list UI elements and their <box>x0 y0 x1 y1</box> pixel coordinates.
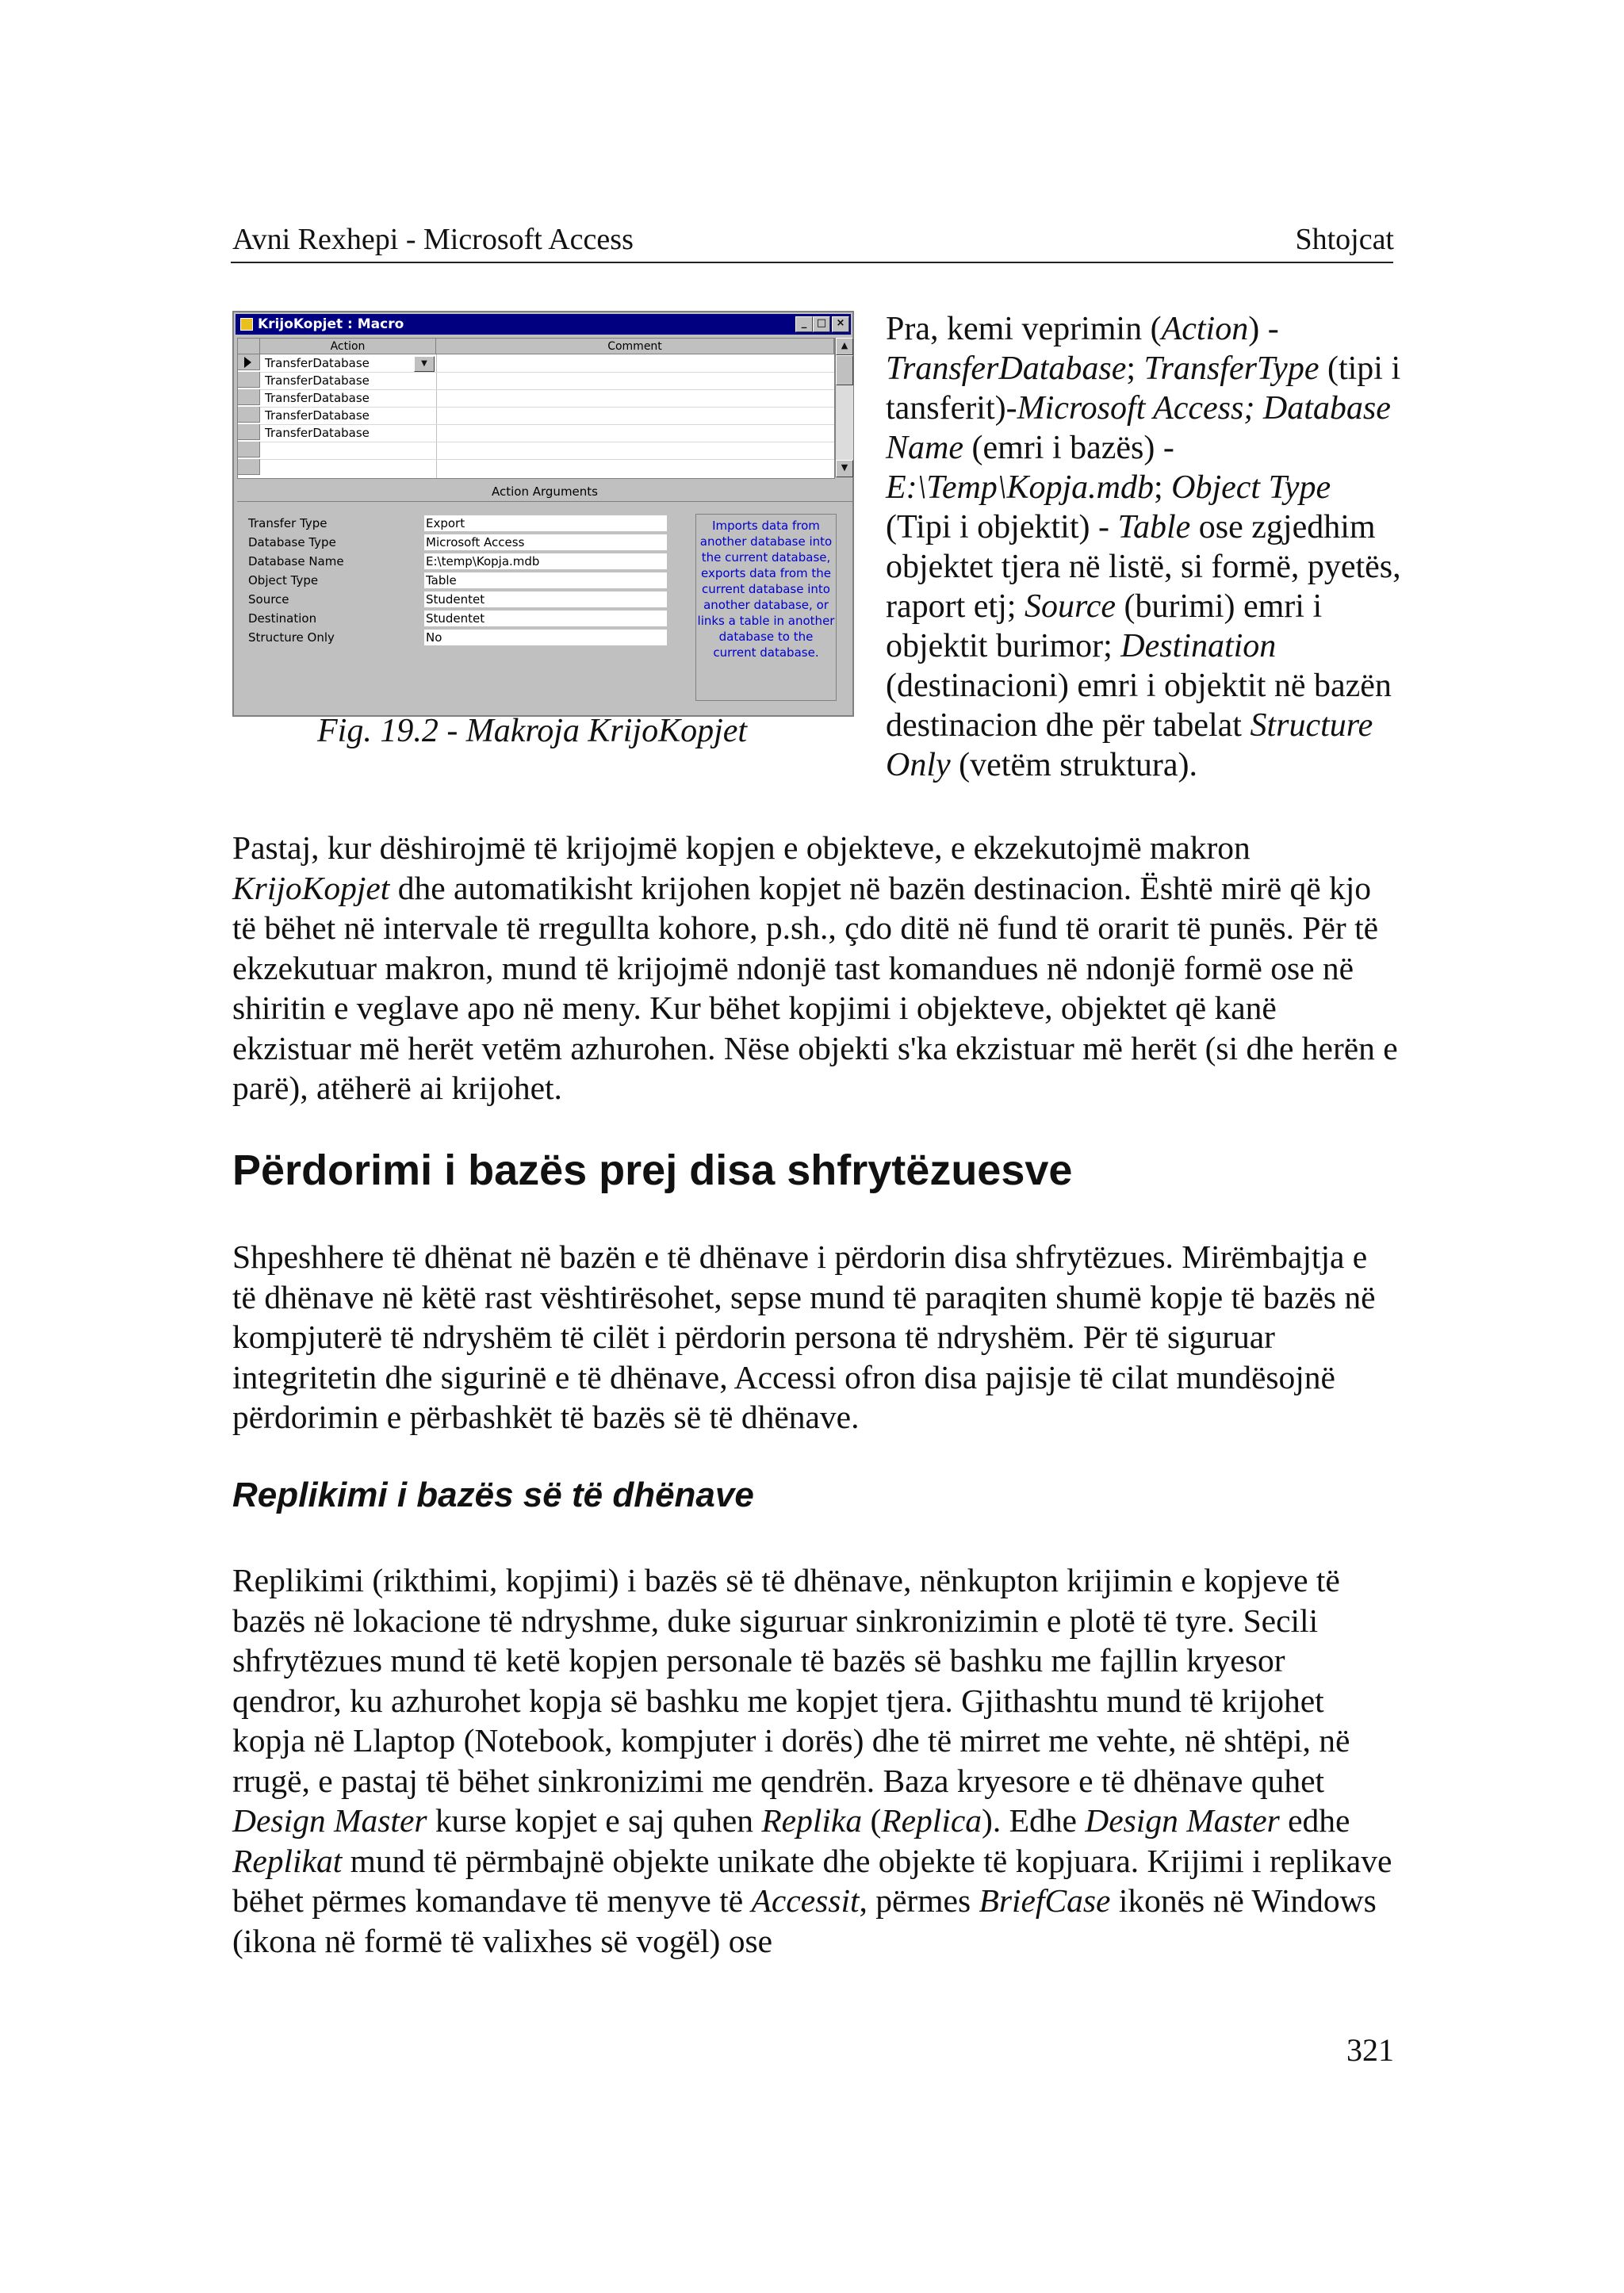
argument-help-box: Imports data from another database into the current database, exports data from the current database into another database, or links a table in another database to the current database. <box>695 514 837 701</box>
arg-label-database-name: Database Name <box>248 554 344 568</box>
action-dropdown-button[interactable]: ▼ <box>414 356 435 372</box>
scroll-thumb[interactable] <box>836 355 853 385</box>
arg-value-source[interactable]: Studentet <box>424 591 667 608</box>
arg-label-object-type: Object Type <box>248 573 319 588</box>
text-run: , përmes <box>859 1882 979 1919</box>
text-run-italic: Replica <box>881 1802 982 1839</box>
text-run: (Tipi i objektit) - <box>886 509 1118 545</box>
text-run: ikonës në Windows (ikona në formë të valixhes së vogël) ose <box>232 1882 1377 1959</box>
arg-label-destination: Destination <box>248 611 317 626</box>
section-heading: Përdorimi i bazës prej disa shfrytëzuesve <box>232 1146 1073 1194</box>
current-row-arrow-icon <box>244 357 251 368</box>
minimize-button[interactable]: _ <box>795 316 813 332</box>
action-cell[interactable]: TransferDatabase <box>265 373 370 388</box>
figure-caption: Fig. 19.2 - Makroja KrijoKopjet <box>317 713 748 749</box>
action-cell[interactable]: TransferDatabase <box>265 356 370 370</box>
text-run: dhe automatikisht krijohen kopjet në bazën destinacion. Është mirë që kjo të bëhet në intervale të rregullta kohore, p.sh., çdo ditë në fund të orarit të punës. Për të ekzekutuar makron, mund të krijojmë ndonjë tast komandues në ndonjë formë ose në shiritin e veglave apo në meny. Kur bëhet kopjimi i objekteve, objektet që kanë ekzistuar më herët vetëm azhurohen. Nëse objekti s'ka ekzistuar më herët (si dhe herën e parë), atëherë ai krijohet. <box>232 869 1398 1106</box>
macro-icon <box>240 318 253 331</box>
row-selector[interactable] <box>238 372 260 388</box>
running-header-section: Shtojcat <box>1295 223 1394 256</box>
text-run: Replikimi (rikthimi, kopjimi) i bazës së të dhënave, nënkupton krijimin e kopjeve të bazës në lokacione të ndryshme, duke siguruar sinkronizimin e plotë të tyre. Secili shfrytëzues mund të ketë kopjen personale të bazës së bashku me fajllin kryesor qendror, ku azhurohet kopja së bashku me kopjet tjera. Gjithashtu mund të krijohet kopja në Llaptop (Notebook, kompjuter i dorës) dhe të mirret me vehte, në shtëpi, në rrugë, e pastaj të bëhet sinkronizimi me qendrën. Baza kryesore e të dhënave quhet <box>232 1562 1350 1799</box>
arg-value-destination[interactable]: Studentet <box>424 611 667 627</box>
subsection-heading: Replikimi i bazës së të dhënave <box>232 1476 754 1514</box>
text-run-italic: Design Master <box>232 1802 427 1839</box>
arg-value-object-type[interactable]: Table <box>424 572 667 589</box>
text-run-italic: Replikat <box>232 1842 343 1879</box>
scroll-up-button[interactable]: ▲ <box>836 338 853 355</box>
action-cell[interactable]: TransferDatabase <box>265 426 370 440</box>
action-cell[interactable]: TransferDatabase <box>265 391 370 405</box>
header-rule <box>231 262 1393 263</box>
row-selector[interactable] <box>238 407 260 423</box>
action-arguments-header: Action Arguments <box>237 482 852 502</box>
paragraph-multiuser: Shpeshhere të dhënat në bazën e të dhënave i përdorin disa shfrytëzues. Mirëmbajtja e të dhënave në këtë rast vështirësohet, sepse mund të paraqiten shumë kopje të bazës në kompjuterë të ndryshëm të cilët i përdorin persona të ndryshëm. Për të siguruar integritetin dhe sigurinë e të dhënave, Accessi ofron disa pajisje të cilat mundësojnë përdorimin e përbashkët të bazës së të dhënave. <box>232 1238 1376 1435</box>
arg-value-database-type[interactable]: Microsoft Access <box>424 534 667 551</box>
paragraph-execute-macro <box>232 828 1398 1108</box>
arg-value-database-name[interactable]: E:\temp\Kopja.mdb <box>424 553 667 570</box>
text-run: (emri i bazës) - <box>963 430 1174 466</box>
text-run: (vetëm struktura). <box>950 747 1198 783</box>
text-run: ose zgjedhim objektet tjera në listë, si formë, pyetës, raport etj; <box>886 509 1401 625</box>
text-run: edhe <box>1279 1802 1350 1839</box>
row-selector[interactable] <box>238 459 260 475</box>
macro-action-grid <box>237 338 835 479</box>
text-run-italic: TransferType <box>1143 350 1320 387</box>
text-run: kurse kopjet e saj quhen <box>427 1802 762 1839</box>
text-run: mund të përmbajnë objekte unikate dhe objekte të kopjuara. Krijimi i replikave bëhet përmes komandave të menyve të <box>232 1842 1392 1919</box>
row-selector[interactable] <box>238 442 260 457</box>
comment-column-header: Comment <box>436 339 834 354</box>
grid-line <box>260 407 834 408</box>
grid-line <box>260 424 834 425</box>
page-number: 321 <box>1346 2032 1394 2068</box>
text-run: Pastaj, kur dëshirojmë të krijojmë kopjen e objekteve, e ekzekutojmë makron <box>232 829 1251 866</box>
arg-label-source: Source <box>248 592 289 607</box>
text-run: ( <box>862 1802 882 1839</box>
arg-label-transfer-type: Transfer Type <box>248 516 327 530</box>
text-run: (burimi) emri i objektit burimor; <box>886 588 1323 664</box>
text-run-italic: Destination <box>1120 628 1277 664</box>
arg-value-transfer-type[interactable]: Export <box>424 515 667 532</box>
grid-line <box>260 389 834 390</box>
arg-value-structure-only[interactable]: No <box>424 630 667 646</box>
arg-label-structure-only: Structure Only <box>248 630 335 645</box>
macro-window <box>232 311 854 717</box>
text-run-italic: Object Type <box>1171 469 1331 506</box>
text-run-italic: Action <box>1161 311 1249 347</box>
close-button[interactable]: × <box>832 316 849 332</box>
macro-window-title: KrijoKopjet : Macro <box>258 316 404 332</box>
macro-window-titlebar[interactable] <box>236 314 851 335</box>
grid-line <box>260 459 834 460</box>
text-run: (destinacioni) emri i objektit në bazën destinacion dhe për tabelat <box>886 668 1392 744</box>
paragraph-replication <box>232 1560 1398 1961</box>
text-run-italic: TransferDatabase <box>886 350 1127 387</box>
running-header-author: Avni Rexhepi - Microsoft Access <box>232 223 634 256</box>
text-run: ). Edhe <box>982 1802 1086 1839</box>
row-selector-current[interactable] <box>238 354 260 370</box>
text-run: ; <box>1153 469 1172 506</box>
text-run-italic: Source <box>1024 588 1116 625</box>
text-run-italic: Design Master <box>1085 1802 1280 1839</box>
text-run-italic: Accessit <box>751 1882 860 1919</box>
figure-side-paragraph <box>886 309 1401 785</box>
text-run-italic: Table <box>1117 509 1191 545</box>
maximize-button[interactable]: □ <box>813 316 830 332</box>
text-run-italic: Microsoft Access; Database Name <box>886 390 1391 466</box>
text-run: (tipi i tansferit)- <box>886 350 1401 427</box>
arg-label-database-type: Database Type <box>248 535 336 549</box>
text-run-italic: E:\Temp\Kopja.mdb <box>886 469 1154 506</box>
text-run-italic: BriefCase <box>979 1882 1111 1919</box>
grid-line <box>260 372 834 373</box>
text-run-italic: KrijoKopjet <box>232 869 390 906</box>
action-cell[interactable]: TransferDatabase <box>265 408 370 423</box>
row-selector[interactable] <box>238 424 260 440</box>
action-column-header: Action <box>260 339 436 354</box>
text-run: ; <box>1126 350 1144 387</box>
text-run: ) - <box>1248 311 1279 347</box>
text-run: Pra, kemi veprimin ( <box>886 311 1162 347</box>
text-run-italic: Structure Only <box>886 707 1373 783</box>
row-selector[interactable] <box>238 389 260 405</box>
grid-scrollbar[interactable] <box>835 338 853 477</box>
row-selector-header <box>238 339 260 354</box>
text-run-italic: Replika <box>761 1802 863 1839</box>
scroll-down-button[interactable]: ▼ <box>836 460 853 477</box>
